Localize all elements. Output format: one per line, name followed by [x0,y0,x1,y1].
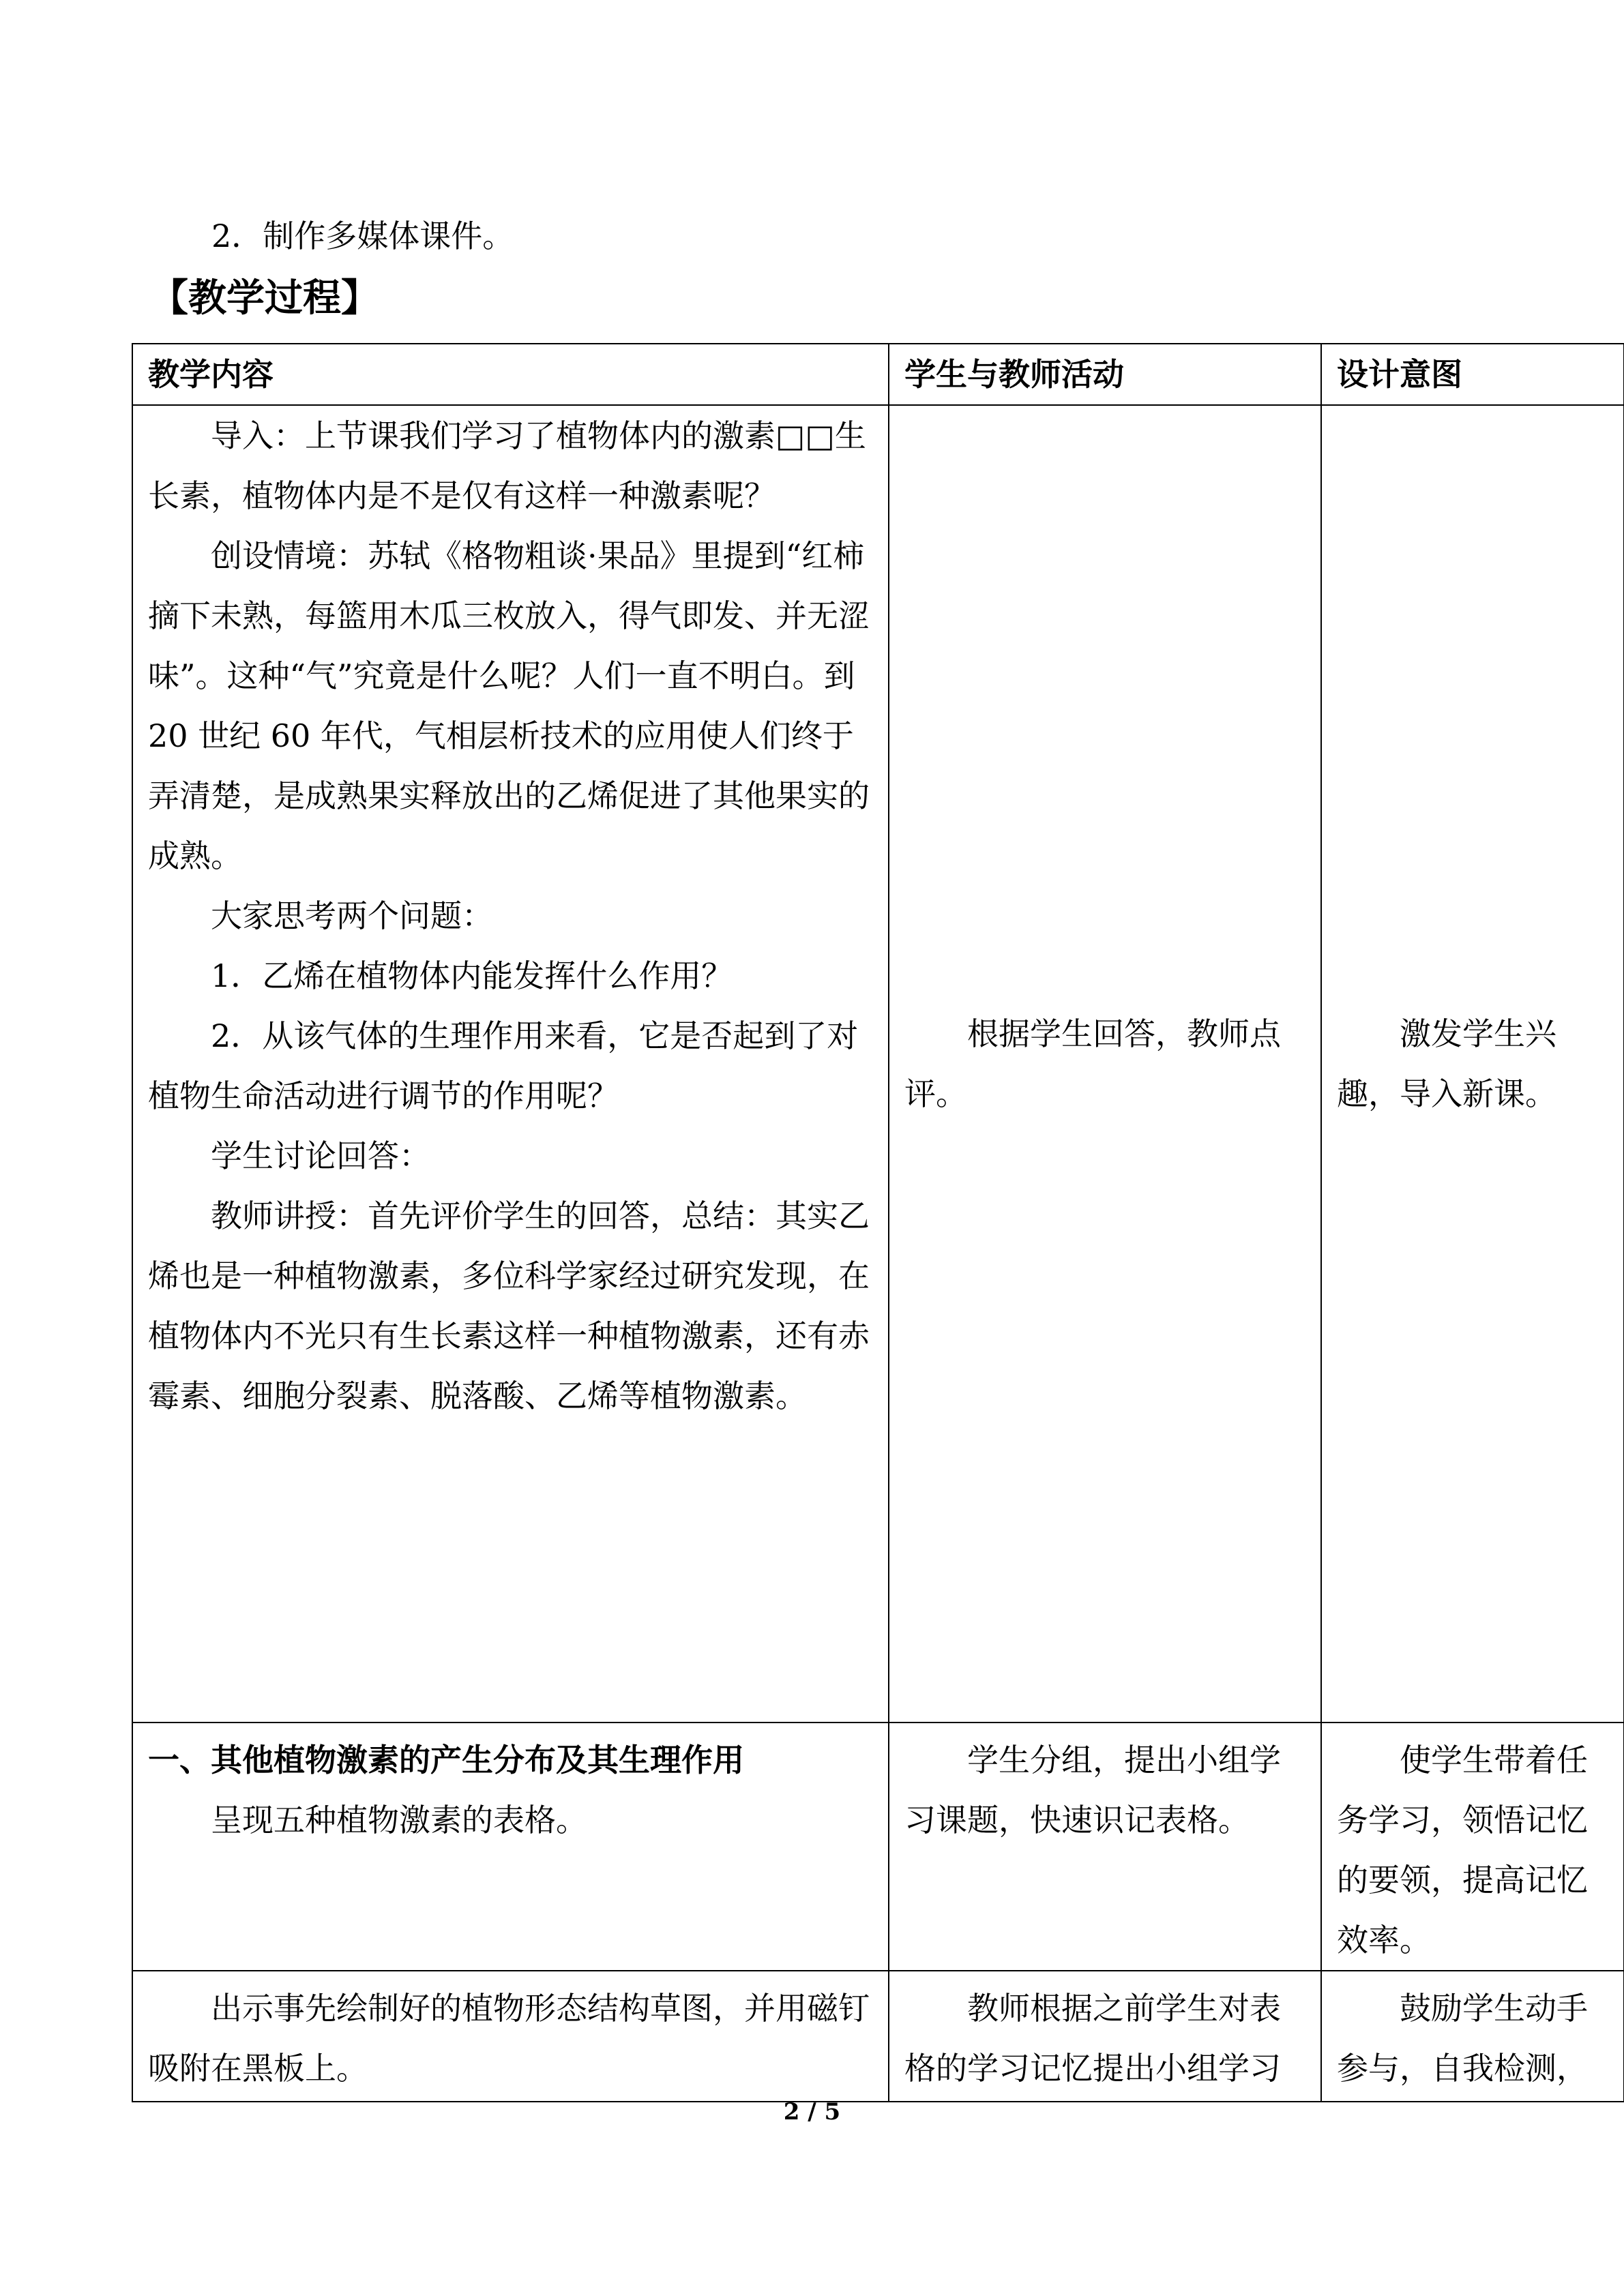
table-row [132,1723,1624,1971]
intent-text: 使学生带着任务学习，领悟记忆的要领，提高记忆效率。 [1337,1742,1588,1958]
teaching-process-table [132,343,1624,2102]
paragraph-teacher-lecture: 教师讲授：首先评价学生的回答，总结：其实乙烯也是一种植物激素，多位科学家经过研究发现，在植物体内不光只有生长素这样一种植物激素，还有赤霉素、细胞分裂素、脱落酸、乙烯等植物激素。 [148,1197,870,1414]
header-teaching-content: 教学内容 [132,344,889,405]
cell-intent [1321,405,1624,1723]
activity-text: 教师根据之前学生对表格的学习记忆提出小组学习 [904,1990,1281,2087]
page-number: 2 / 5 [783,2098,841,2126]
paragraph-questions-intro: 大家思考两个问题： [211,897,493,934]
table-header-row [132,344,1624,405]
cell-content [132,405,889,1723]
paragraph-introduction: 导入：上节课我们学习了植物体内的激素□□生长素，植物体内是不是仅有这样一种激素呢？ [148,417,866,514]
section-title: 一、其他植物激素的产生分布及其生理作用 [148,1742,744,1778]
cell-activity [889,1723,1321,1971]
header-activity: 学生与教师活动 [889,344,1321,405]
section-heading: 【教学过程】 [150,276,379,320]
intro-list-item: 2．制作多媒体课件。 [211,218,514,254]
intent-text: 激发学生兴趣，导入新课。 [1337,1015,1556,1112]
table-row [132,1971,1624,2102]
paragraph-question-2: 2．从该气体的生理作用来看，它是否起到了对植物生命活动进行调节的作用呢？ [148,1017,859,1114]
paragraph-table-present: 呈现五种植物激素的表格。 [211,1802,587,1838]
paragraph-scenario: 创设情境：苏轼《格物粗谈·果品》里提到“红柿摘下未熟，每篮用木瓜三枚放入，得气即发、并无涩味”。这种“气”究竟是什么呢？人们一直不明白。到 20 世纪 60 年代，气相层析技术的应用使人们终于弄清楚，是成熟果实释放出的乙烯促进了其他果实的成熟。 [148,537,870,874]
header-design-intent: 设计意图 [1321,344,1624,405]
activity-text: 根据学生回答，教师点评。 [904,1015,1281,1112]
paragraph-sketch: 出示事先绘制好的植物形态结构草图，并用磁钉吸附在黑板上。 [148,1990,870,2087]
intent-text: 鼓励学生动手参与，自我检测， [1337,1990,1588,2087]
activity-text: 学生分组，提出小组学习课题，快速识记表格。 [904,1742,1281,1838]
cell-activity [889,1971,1321,2102]
paragraph-question-1: 1．乙烯在植物体内能发挥什么作用？ [211,957,733,994]
cell-content [132,1723,889,1971]
cell-intent [1321,1723,1624,1971]
paragraph-student-discussion: 学生讨论回答： [211,1137,430,1174]
table-row [132,405,1624,1723]
cell-content [132,1971,889,2102]
cell-activity [889,405,1321,1723]
cell-intent [1321,1971,1624,2102]
